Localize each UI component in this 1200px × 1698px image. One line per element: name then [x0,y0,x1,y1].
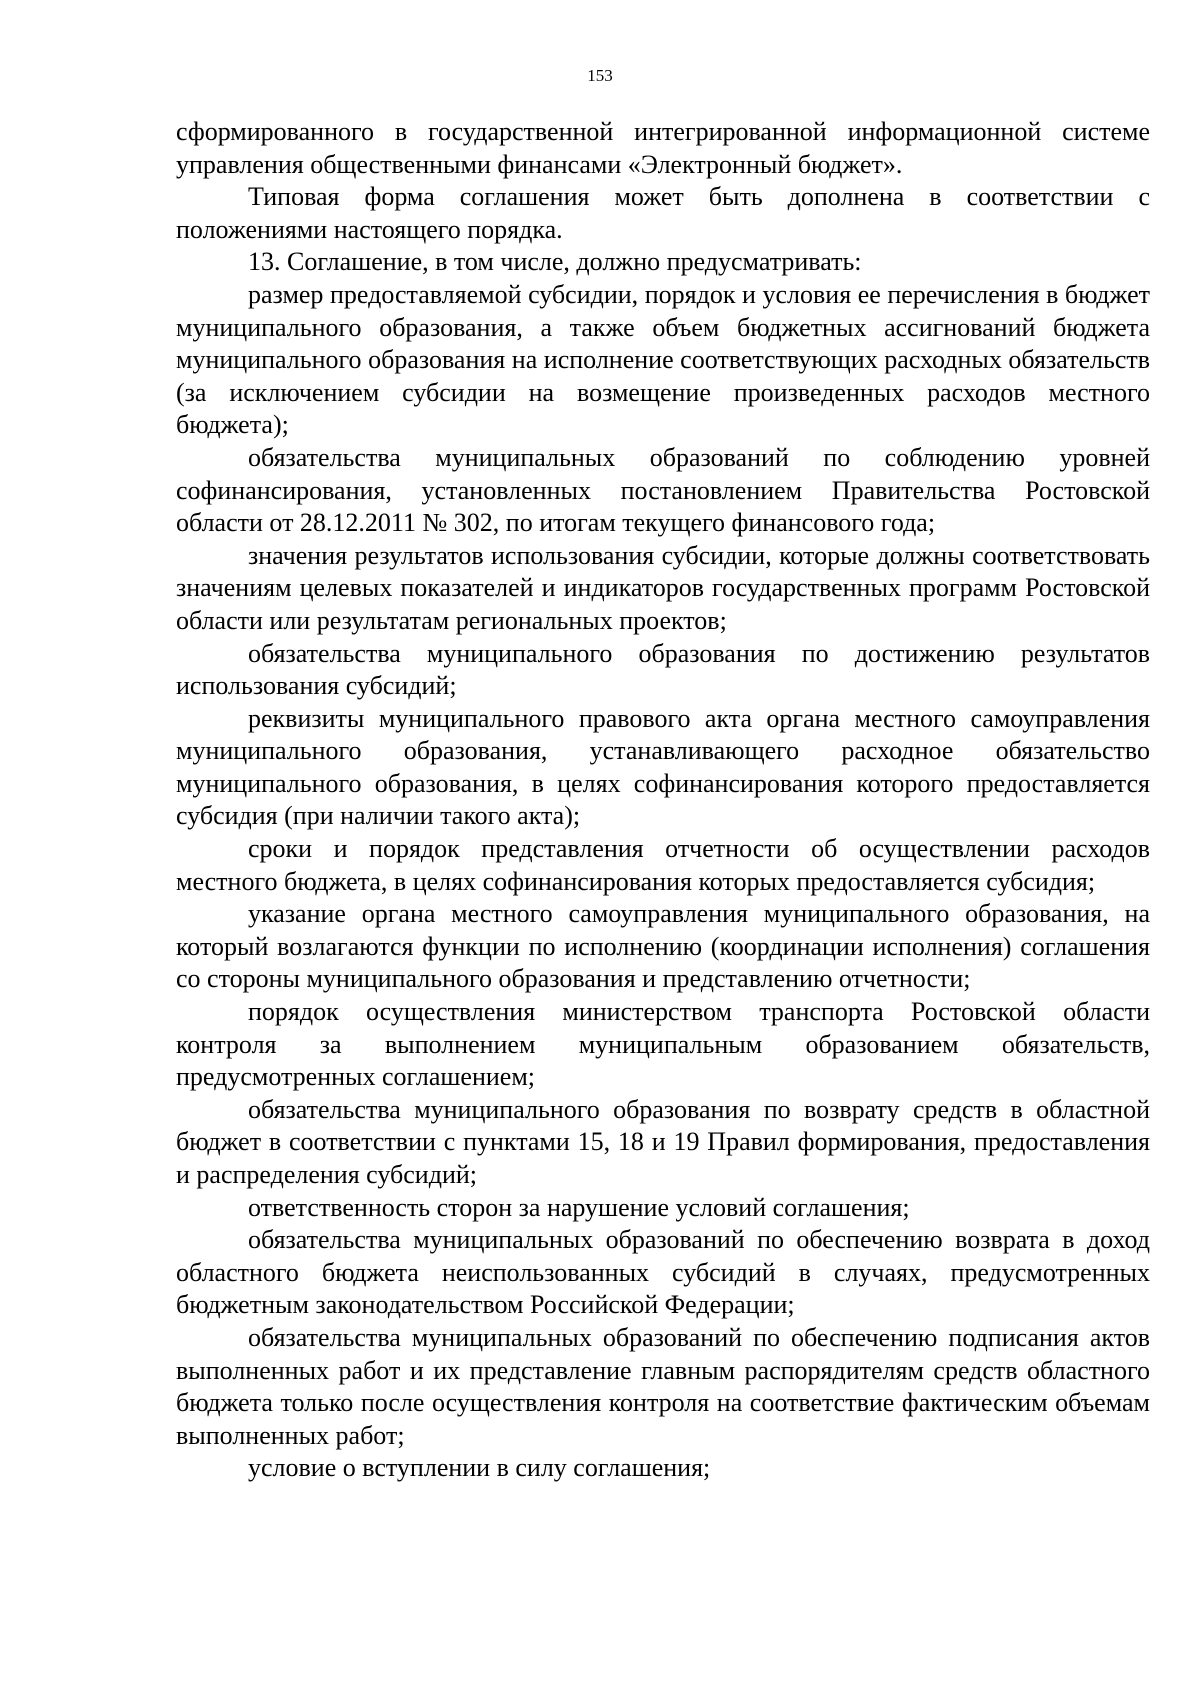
list-item: порядок осуществления министерством транспорта Ростовской области контроля за выполнением муниципальным образованием обязательств, предусмотренных соглашением; [176,997,1150,1092]
list-item: обязательства муниципального образования по достижению результатов использования субсидий; [176,638,1150,701]
list-item: указание органа местного самоуправления муниципального образования, на который возлагаются функции по исполнению (координации исполнения) соглашения со стороны муниципального образования и представлению отчетности; [176,899,1150,994]
section-heading-13: 13. Соглашение, в том числе, должно предусматривать: [248,247,862,277]
list-item: сроки и порядок представления отчетности об осуществлении расходов местного бюджета, в целях софинансирования которых предоставляется субсидия; [176,834,1150,896]
list-item: размер предоставляемой субсидии, порядок и условия ее перечисления в бюджет муниципального образования, а также объем бюджетных ассигнований бюджета муниципального образования на исполнение соответствующих расходных обязательств (за исключением субсидии на возмещение произведенных расходов местного бюджета); [176,279,1150,440]
paragraph: сформированного в государственной интегрированной информационной системе управления общественными финансами «Электронный бюджет». [176,117,1150,179]
paragraph: Типовая форма соглашения может быть дополнена в соответствии с положениями настоящего порядка. [176,182,1150,244]
list-item: реквизиты муниципального правового акта органа местного самоуправления муниципального образования, устанавливающего расходное обязательство муниципального образования, в целях софинансирования которого предоставляется субсидия (при наличии такого акта); [176,703,1150,831]
list-item: обязательства муниципальных образований по обеспечению возврата в доход областного бюджета неиспользованных субсидий в случаях, предусмотренных бюджетным законодательством Российской Федерации; [176,1225,1150,1320]
page-number: 153 [587,66,613,85]
document-body [176,116,1150,1485]
list-item: обязательства муниципальных образований по обеспечению подписания актов выполненных работ и их представление главным распорядителям средств областного бюджета только после осуществления контроля на соответствие фактическим объемам выполненных работ; [176,1322,1150,1450]
list-item: значения результатов использования субсидии, которые должны соответствовать значениям целевых показателей и индикаторов государственных программ Ростовской области или результатам региональных проектов; [176,540,1150,635]
list-item: условие о вступлении в силу соглашения; [248,1453,711,1483]
list-item: обязательства муниципального образования по возврату средств в областной бюджет в соответствии с пунктами 15, 18 и 19 Правил формирования, предоставления и распределения субсидий; [176,1094,1150,1189]
list-item: обязательства муниципальных образований по соблюдению уровней софинансирования, установленных постановлением Правительства Ростовской области от 28.12.2011 № 302, по итогам текущего финансового года; [176,442,1150,538]
list-item: ответственность сторон за нарушение условий соглашения; [248,1192,910,1222]
